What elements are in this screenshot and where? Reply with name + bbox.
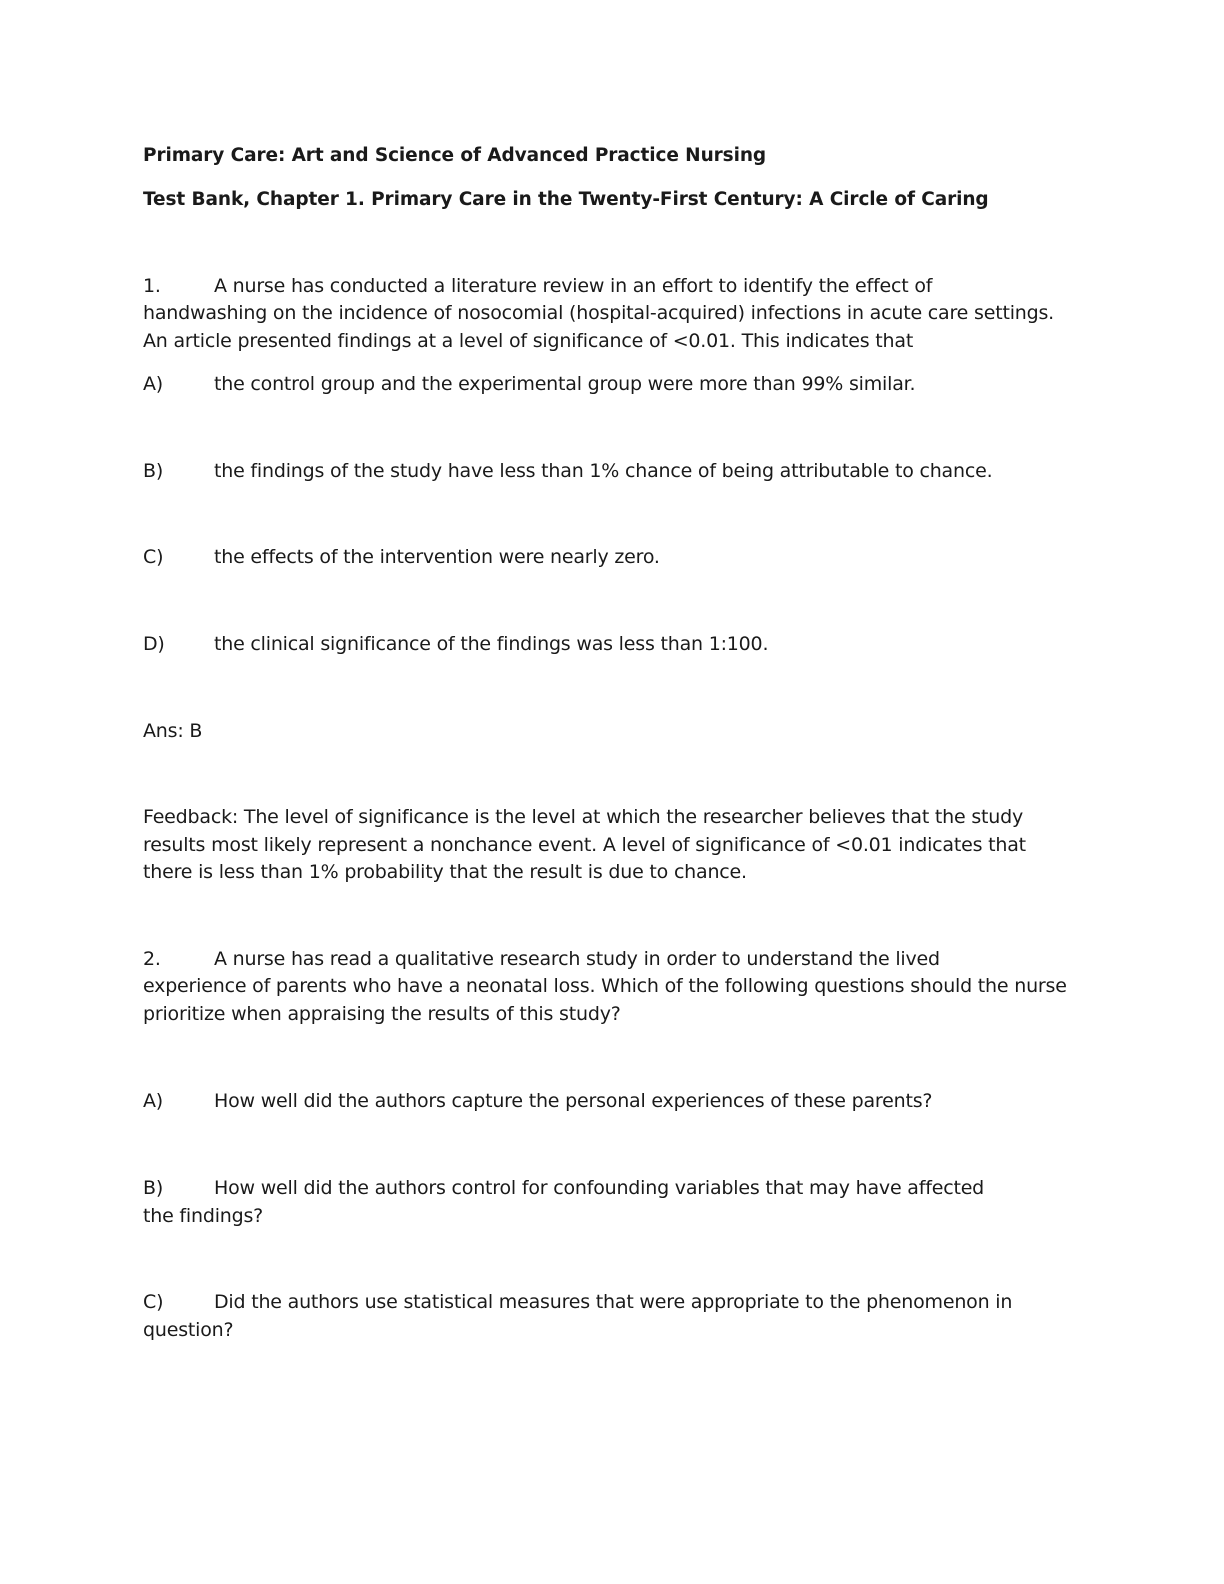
feedback: Feedback: The level of significance is the level at which the researcher believes that the study results most likely represent a nonchance event. A level of significance of <0.01 indicates that there is less than 1% probability that the result is due to chance. (143, 806, 1026, 883)
question-stem-start: A nurse has conducted a literature review in an effort to identify the effect of (214, 275, 933, 297)
option-letter: A) (143, 1090, 164, 1112)
question-stem-rest: experience of parents who have a neonatal loss. Which of the following questions should the nurse prioritize when appraising the results of this study? (143, 975, 1067, 1025)
option-c (143, 543, 660, 571)
question-stem-start: A nurse has read a qualitative research study in order to understand the lived (214, 948, 940, 970)
option-b (143, 457, 992, 485)
option-letter: B) (143, 460, 164, 482)
answer: Ans: B (143, 720, 203, 742)
option-text: the findings of the study have less than 1% chance of being attributable to chance. (214, 460, 993, 482)
option-text: Did the authors use statistical measures that were appropriate to the phenomenon in (214, 1291, 1013, 1313)
option-letter: C) (143, 546, 164, 568)
option-a (143, 370, 915, 398)
option-letter: A) (143, 373, 164, 395)
document-title: Primary Care: Art and Science of Advanced Practice Nursing (143, 145, 767, 166)
option-text: How well did the authors capture the personal experiences of these parents? (214, 1090, 933, 1112)
option-text: the clinical significance of the findings was less than 1:100. (214, 633, 769, 655)
option-text: the effects of the intervention were nearly zero. (214, 546, 660, 568)
option-text: How well did the authors control for confounding variables that may have affected (214, 1177, 985, 1199)
option-c-continued: question? (143, 1319, 234, 1341)
question-number: 1. (143, 275, 161, 297)
option-text: the control group and the experimental group were more than 99% similar. (214, 373, 916, 395)
option-d (143, 630, 768, 658)
option-letter: D) (143, 633, 165, 655)
question-1-first-line (143, 272, 932, 300)
question-2-first-line (143, 945, 940, 973)
question-stem-rest: handwashing on the incidence of nosocomial (hospital-acquired) infections in acute care settings. An article presented findings at a level of significance of <0.01. This indicates that (143, 302, 1055, 352)
option-b-continued: the findings? (143, 1205, 264, 1227)
option-letter: C) (143, 1291, 164, 1313)
question-number: 2. (143, 948, 161, 970)
option-c (143, 1288, 1012, 1316)
option-a (143, 1087, 932, 1115)
document-subtitle: Test Bank, Chapter 1. Primary Care in the Twenty-First Century: A Circle of Caring (143, 189, 989, 210)
option-b (143, 1174, 984, 1202)
option-letter: B) (143, 1177, 164, 1199)
